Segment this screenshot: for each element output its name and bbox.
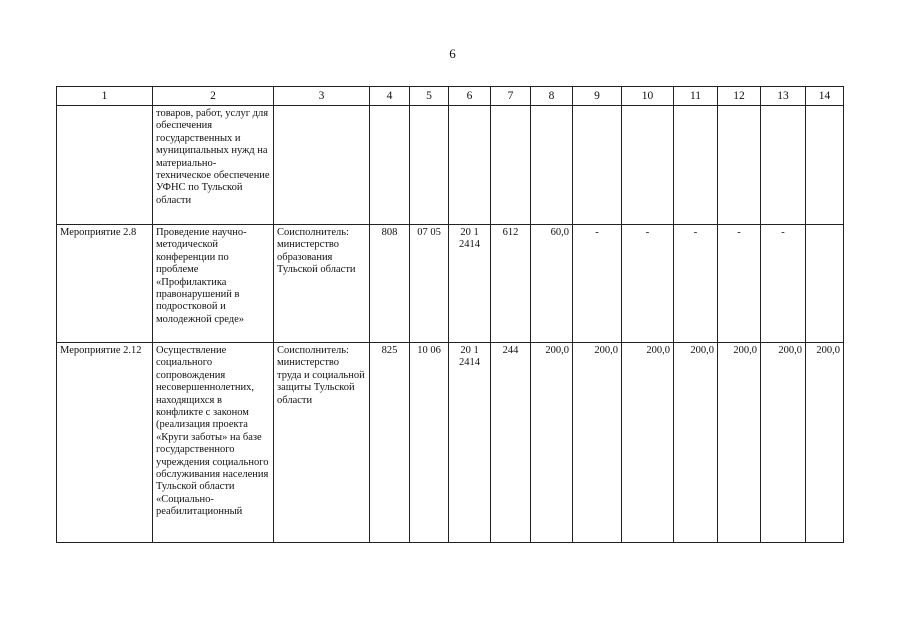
- table-cell: -: [761, 225, 806, 343]
- table-cell: 808: [370, 225, 410, 343]
- page-number: 6: [449, 46, 456, 61]
- table-cell: [531, 106, 573, 225]
- table-cell: 20 1 2414: [449, 343, 491, 543]
- table-cell: 200,0: [573, 343, 622, 543]
- table-cell: [491, 106, 531, 225]
- table-cell: 200,0: [531, 343, 573, 543]
- table-cell: 825: [370, 343, 410, 543]
- event-description-cell: Осуществление социального сопровождения несовершеннолетних, находящихся в конфликте с законом (реализация проекта «Круги заботы» на базе государственного учреждения социального обслуживания населения Тульской области «Социально-реабилитационный: [153, 343, 274, 543]
- header-cell: 11: [674, 87, 718, 106]
- header-cell: 14: [806, 87, 844, 106]
- table-cell: [806, 225, 844, 343]
- executor-cell: Соисполнитель: министерство труда и социальной защиты Тульской области: [274, 343, 370, 543]
- table-cell: 244: [491, 343, 531, 543]
- executor-cell: [274, 106, 370, 225]
- table-cell: -: [573, 225, 622, 343]
- event-description-cell: Проведение научно-методической конференции по проблеме «Профилактика правонарушений в подростковой и молодежной среде»: [153, 225, 274, 343]
- table-cell: 200,0: [622, 343, 674, 543]
- budget-table: [56, 86, 844, 543]
- header-row: [57, 87, 844, 106]
- table-cell: [806, 106, 844, 225]
- table-cell: -: [718, 225, 761, 343]
- header-cell: 1: [57, 87, 153, 106]
- header-cell: 2: [153, 87, 274, 106]
- table-cell: [449, 106, 491, 225]
- table-cell: 20 1 2414: [449, 225, 491, 343]
- header-cell: 3: [274, 87, 370, 106]
- event-name-cell: Мероприятие 2.8: [57, 225, 153, 343]
- executor-cell: Соисполнитель: министерство образования Тульской области: [274, 225, 370, 343]
- table-cell: -: [674, 225, 718, 343]
- header-cell: 6: [449, 87, 491, 106]
- header-cell: 9: [573, 87, 622, 106]
- header-cell: 7: [491, 87, 531, 106]
- table-cell: [410, 106, 449, 225]
- table-cell: [622, 106, 674, 225]
- table-cell: [370, 106, 410, 225]
- table-cell: 60,0: [531, 225, 573, 343]
- table-cell: [573, 106, 622, 225]
- header-cell: 12: [718, 87, 761, 106]
- table-row: [57, 225, 844, 343]
- table-cell: [761, 106, 806, 225]
- header-cell: 5: [410, 87, 449, 106]
- header-cell: 8: [531, 87, 573, 106]
- table-cell: 200,0: [806, 343, 844, 543]
- header-cell: 10: [622, 87, 674, 106]
- table-row: [57, 106, 844, 225]
- table-cell: 200,0: [674, 343, 718, 543]
- event-description-cell: товаров, работ, услуг для обеспечения государственных и муниципальных нужд на материально-техническое обеспечение УФНС по Тульской области: [153, 106, 274, 225]
- table-cell: -: [622, 225, 674, 343]
- table-cell: 10 06: [410, 343, 449, 543]
- table-cell: 612: [491, 225, 531, 343]
- table-cell: [674, 106, 718, 225]
- event-name-cell: [57, 106, 153, 225]
- table-cell: 07 05: [410, 225, 449, 343]
- table-cell: 200,0: [718, 343, 761, 543]
- header-cell: 13: [761, 87, 806, 106]
- table-cell: [718, 106, 761, 225]
- table-cell: 200,0: [761, 343, 806, 543]
- table-row: [57, 343, 844, 543]
- event-name-cell: Мероприятие 2.12: [57, 343, 153, 543]
- header-cell: 4: [370, 87, 410, 106]
